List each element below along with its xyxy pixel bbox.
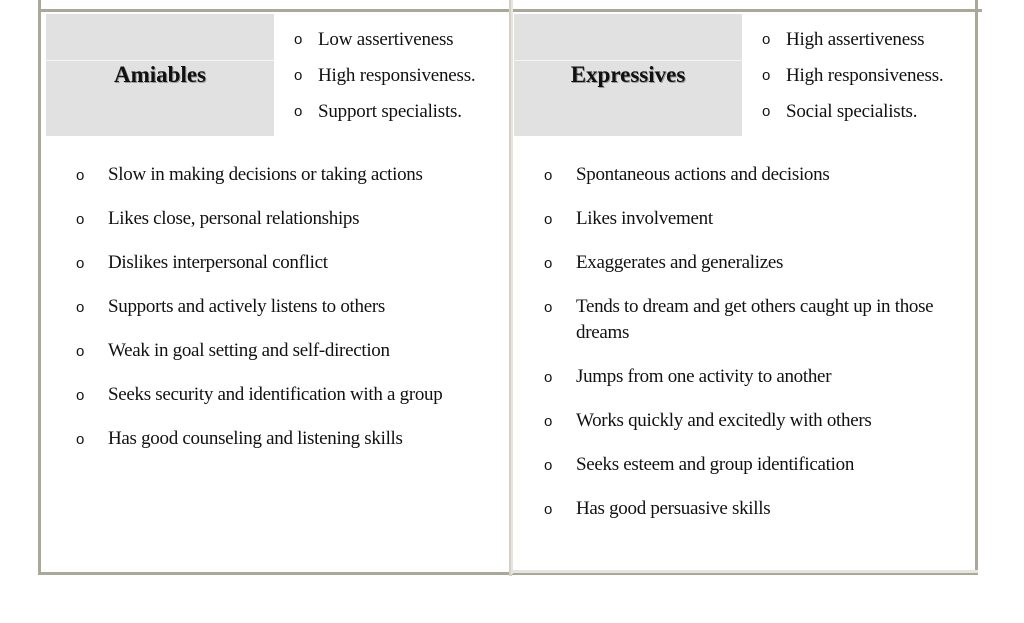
bullet-icon: o	[76, 255, 85, 272]
trait-item: o High responsiveness.	[762, 58, 972, 94]
bullet-icon: o	[544, 413, 553, 430]
bullet-icon: o	[544, 457, 553, 474]
expressives-behaviors	[544, 162, 962, 540]
trait-item: o Support specialists.	[294, 94, 504, 130]
bullet-icon: o	[76, 387, 85, 404]
amiables-behaviors	[76, 162, 496, 470]
list-item: o Has good persuasive skills	[544, 496, 962, 522]
list-item: o Supports and actively listens to others	[76, 294, 496, 320]
list-item: o Dislikes interpersonal conflict	[76, 250, 496, 276]
list-item: o Has good counseling and listening skills	[76, 426, 496, 452]
bullet-icon: o	[76, 167, 85, 184]
list-item: o Seeks security and identification with a group	[76, 382, 496, 408]
column-divider-inner	[511, 0, 513, 574]
expressives-title: Expressives	[570, 62, 686, 87]
amiables-traits	[294, 22, 504, 130]
trait-item: o High assertiveness	[762, 22, 972, 58]
trait-item: o High responsiveness.	[294, 58, 504, 94]
right-column-bottom-rule	[511, 570, 978, 573]
bullet-icon: o	[544, 167, 553, 184]
list-item: o Tends to dream and get others caught up in those dreams	[544, 296, 934, 343]
list-item: o Spontaneous actions and decisions	[544, 162, 962, 188]
list-item: o Jumps from one activity to another	[544, 364, 962, 390]
list-item: o Weak in goal setting and self-direction	[76, 338, 496, 364]
bullet-icon: o	[544, 501, 553, 518]
trait-item: o Social specialists.	[762, 94, 972, 130]
list-item: o Works quickly and excitedly with others	[544, 408, 962, 434]
amiables-header	[46, 14, 274, 136]
bullet-icon: o	[544, 369, 553, 386]
bullet-icon: o	[76, 431, 85, 448]
bullet-icon: o	[294, 103, 303, 120]
bullet-icon: o	[76, 211, 85, 228]
list-item: o Exaggerates and generalizes	[544, 250, 962, 276]
expressives-traits	[762, 22, 972, 130]
bullet-icon: o	[544, 299, 553, 316]
bullet-icon: o	[544, 211, 553, 228]
bullet-icon: o	[762, 67, 771, 84]
list-item: o Seeks esteem and group identification	[544, 452, 962, 478]
header-line	[514, 60, 742, 61]
list-item: o Likes involvement	[544, 206, 962, 232]
bullet-icon: o	[544, 255, 553, 272]
bullet-icon: o	[76, 299, 85, 316]
list-item: o Likes close, personal relationships	[76, 206, 496, 232]
bullet-icon: o	[294, 67, 303, 84]
bullet-icon: o	[762, 103, 771, 120]
bullet-icon: o	[294, 31, 303, 48]
amiables-title: Amiables	[114, 62, 206, 87]
list-item: o Slow in making decisions or taking actions	[76, 162, 496, 188]
header-line	[46, 60, 274, 61]
expressives-header	[514, 14, 742, 136]
bullet-icon: o	[762, 31, 771, 48]
trait-item: o Low assertiveness	[294, 22, 504, 58]
bullet-icon: o	[76, 343, 85, 360]
